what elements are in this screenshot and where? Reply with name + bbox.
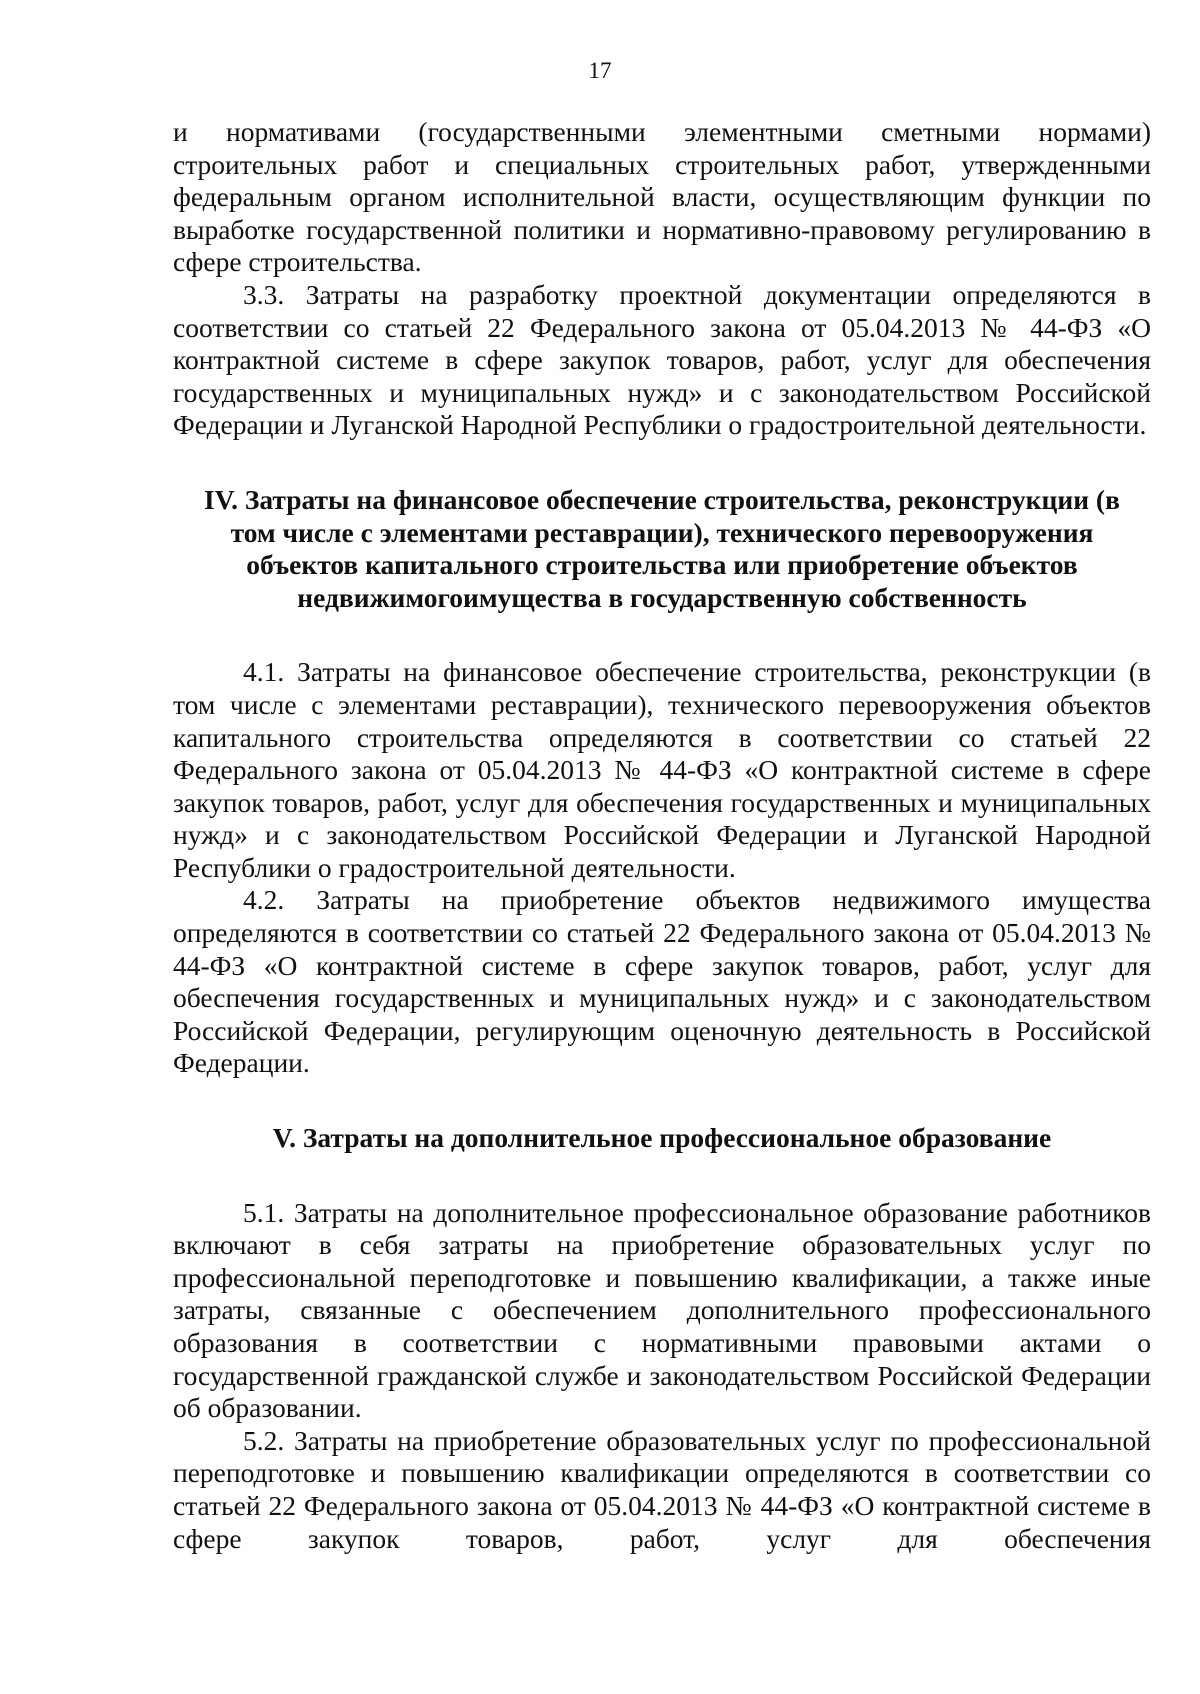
paragraph-5-2: 5.2. Затраты на приобретение образовательных услуг по профессиональной переподготовке и повышению квалификации определяются в соответствии со статьей 22 Федерального закона от 05.04.2013 № 44-ФЗ «О контрактной системе в сфере закупок товаров, работ, услуг для обеспечения [173,1424,1151,1554]
page-number: 17 [588,58,612,83]
document-body [173,116,1151,1555]
paragraph-3-3: 3.3. Затраты на разработку проектной документации определяются в соответствии со статьей 22 Федерального закона от 05.04.2013 № 44-ФЗ «О контрактной системе в сфере закупок товаров, работ, услуг для обеспечения государственных и муниципальных нужд» и с законодательством Российской Федерации и Луганской Народной Республики о градостроительной деятельности. [173,278,1151,441]
paragraph-5-1: 5.1. Затраты на дополнительное профессиональное образование работников включают в себя затраты на приобретение образовательных услуг по профессиональной переподготовке и повышению квалификации, а также иные затраты, связанные с обеспечением дополнительного профессионального образования в соответствии с нормативными правовыми актами о государственной гражданской службе и законодательством Российской Федерации об образовании. [173,1196,1151,1424]
section-heading-iv: IV. Затраты на финансовое обеспечение строительства, реконструкции (в том числе с элементами реставрации), технического перевооружения объектов капитального строительства или приобретение объектов недвижимогоимущества в государственную собственность [204,483,1120,613]
paragraph-4-2: 4.2. Затраты на приобретение объектов недвижимого имущества определяются в соответствии со статьей 22 Федерального закона от 05.04.2013 № 44-ФЗ «О контрактной системе в сфере закупок товаров, работ, услуг для обеспечения государственных и муниципальных нужд» и с законодательством Российской Федерации, регулирующим оценочную деятельность в Российской Федерации. [173,884,1151,1079]
section-heading-v: V. Затраты на дополнительное профессиональное образование [272,1122,1052,1154]
paragraph-continuation: и нормативами (государственными элементными сметными нормами) строительных работ и специальных строительных работ, утвержденными федеральным органом исполнительной власти, осуществляющим функции по выработке государственной политики и нормативно-правовому регулированию в сфере строительства. [173,116,1151,278]
paragraph-4-1: 4.1. Затраты на финансовое обеспечение строительства, реконструкции (в том числе с элементами реставрации), технического перевооружения объектов капитального строительства определяются в соответствии со статьей 22 Федерального закона от 05.04.2013 № 44-ФЗ «О контрактной системе в сфере закупок товаров, работ, услуг для обеспечения государственных и муниципальных нужд» и с законодательством Российской Федерации и Луганской Народной Республики о градостроительной деятельности. [173,656,1151,883]
